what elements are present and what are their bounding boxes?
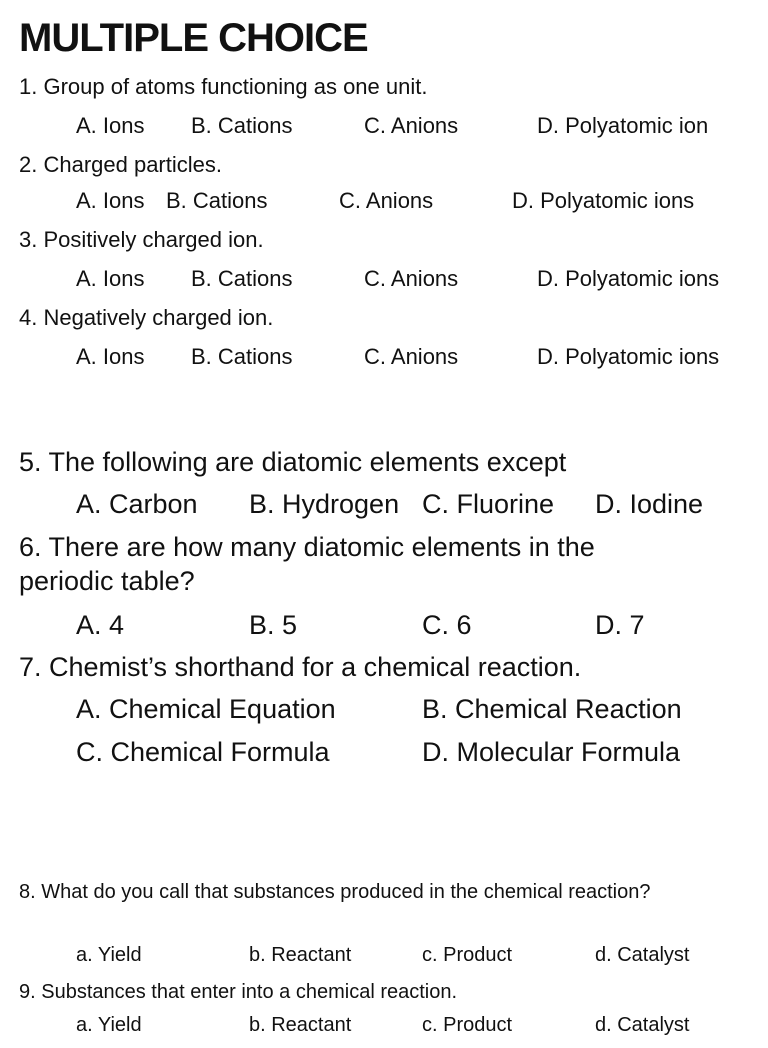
question-4-option-c: C. Anions — [364, 344, 459, 369]
question-4-options — [0, 343, 768, 379]
page-title: MULTIPLE CHOICE — [19, 16, 368, 60]
question-1-option-c: C. Anions — [364, 113, 459, 138]
question-2-options — [0, 187, 768, 223]
question-3-option-d: D. Polyatomic ions — [537, 266, 720, 291]
question-7-options-row-1 — [0, 692, 768, 728]
question-2-option-a: A. Ions — [76, 188, 145, 213]
question-3-text: 3. Positively charged ion. — [19, 227, 264, 252]
question-6-options — [0, 608, 768, 644]
question-8-option-b: b. Reactant — [249, 944, 352, 966]
question-4-option-d: D. Polyatomic ions — [537, 344, 720, 369]
question-3-options — [0, 265, 768, 301]
question-5-option-d: D. Iodine — [595, 489, 704, 519]
question-2-option-b: B. Cations — [166, 188, 268, 213]
question-7-option-c: C. Chemical Formula — [76, 737, 330, 767]
question-6-option-d: D. 7 — [595, 610, 645, 640]
question-2-option-c: C. Anions — [339, 188, 434, 213]
question-6-option-a: A. 4 — [76, 610, 125, 640]
question-5-text: 5. The following are diatomic elements except — [19, 447, 567, 477]
question-8-option-a: a. Yield — [76, 944, 142, 966]
question-9-options — [0, 1012, 768, 1048]
question-5-options — [0, 487, 768, 523]
question-8-text: 8. What do you call that substances produced in the chemical reaction? — [19, 881, 651, 903]
question-6-text: 6. There are how many diatomic elements in the periodic table? — [19, 532, 595, 596]
question-4-option-a: A. Ions — [76, 344, 145, 369]
question-9-text: 9. Substances that enter into a chemical reaction. — [19, 981, 458, 1003]
question-7-option-d: D. Molecular Formula — [422, 737, 681, 767]
question-2-option-d: D. Polyatomic ions — [512, 188, 695, 213]
question-5-option-c: C. Fluorine — [422, 489, 555, 519]
question-3-option-a: A. Ions — [76, 266, 145, 291]
question-3-option-c: C. Anions — [364, 266, 459, 291]
question-9-option-b: b. Reactant — [249, 1014, 352, 1036]
question-1-option-a: A. Ions — [76, 113, 145, 138]
question-7-option-a: A. Chemical Equation — [76, 694, 336, 724]
question-7-option-b: B. Chemical Reaction — [422, 694, 682, 724]
question-4-text: 4. Negatively charged ion. — [19, 305, 274, 330]
question-3-option-b: B. Cations — [191, 266, 293, 291]
question-9-option-d: d. Catalyst — [595, 1014, 690, 1036]
question-6-option-c: C. 6 — [422, 610, 472, 640]
question-7-text: 7. Chemist’s shorthand for a chemical reaction. — [19, 652, 582, 682]
question-1-option-b: B. Cations — [191, 113, 293, 138]
question-1-option-d: D. Polyatomic ion — [537, 113, 709, 138]
question-7-options-row-2 — [0, 735, 768, 771]
question-8-option-c: c. Product — [422, 944, 513, 966]
question-8-option-d: d. Catalyst — [595, 944, 690, 966]
question-1-text: 1. Group of atoms functioning as one unit. — [19, 74, 428, 99]
question-5-option-b: B. Hydrogen — [249, 489, 400, 519]
question-8-options — [0, 942, 768, 978]
question-1-options — [0, 112, 768, 148]
question-5-option-a: A. Carbon — [76, 489, 198, 519]
question-2-text: 2. Charged particles. — [19, 152, 222, 177]
question-6-option-b: B. 5 — [249, 610, 298, 640]
question-9-option-c: c. Product — [422, 1014, 513, 1036]
question-9-option-a: a. Yield — [76, 1014, 142, 1036]
question-4-option-b: B. Cations — [191, 344, 293, 369]
